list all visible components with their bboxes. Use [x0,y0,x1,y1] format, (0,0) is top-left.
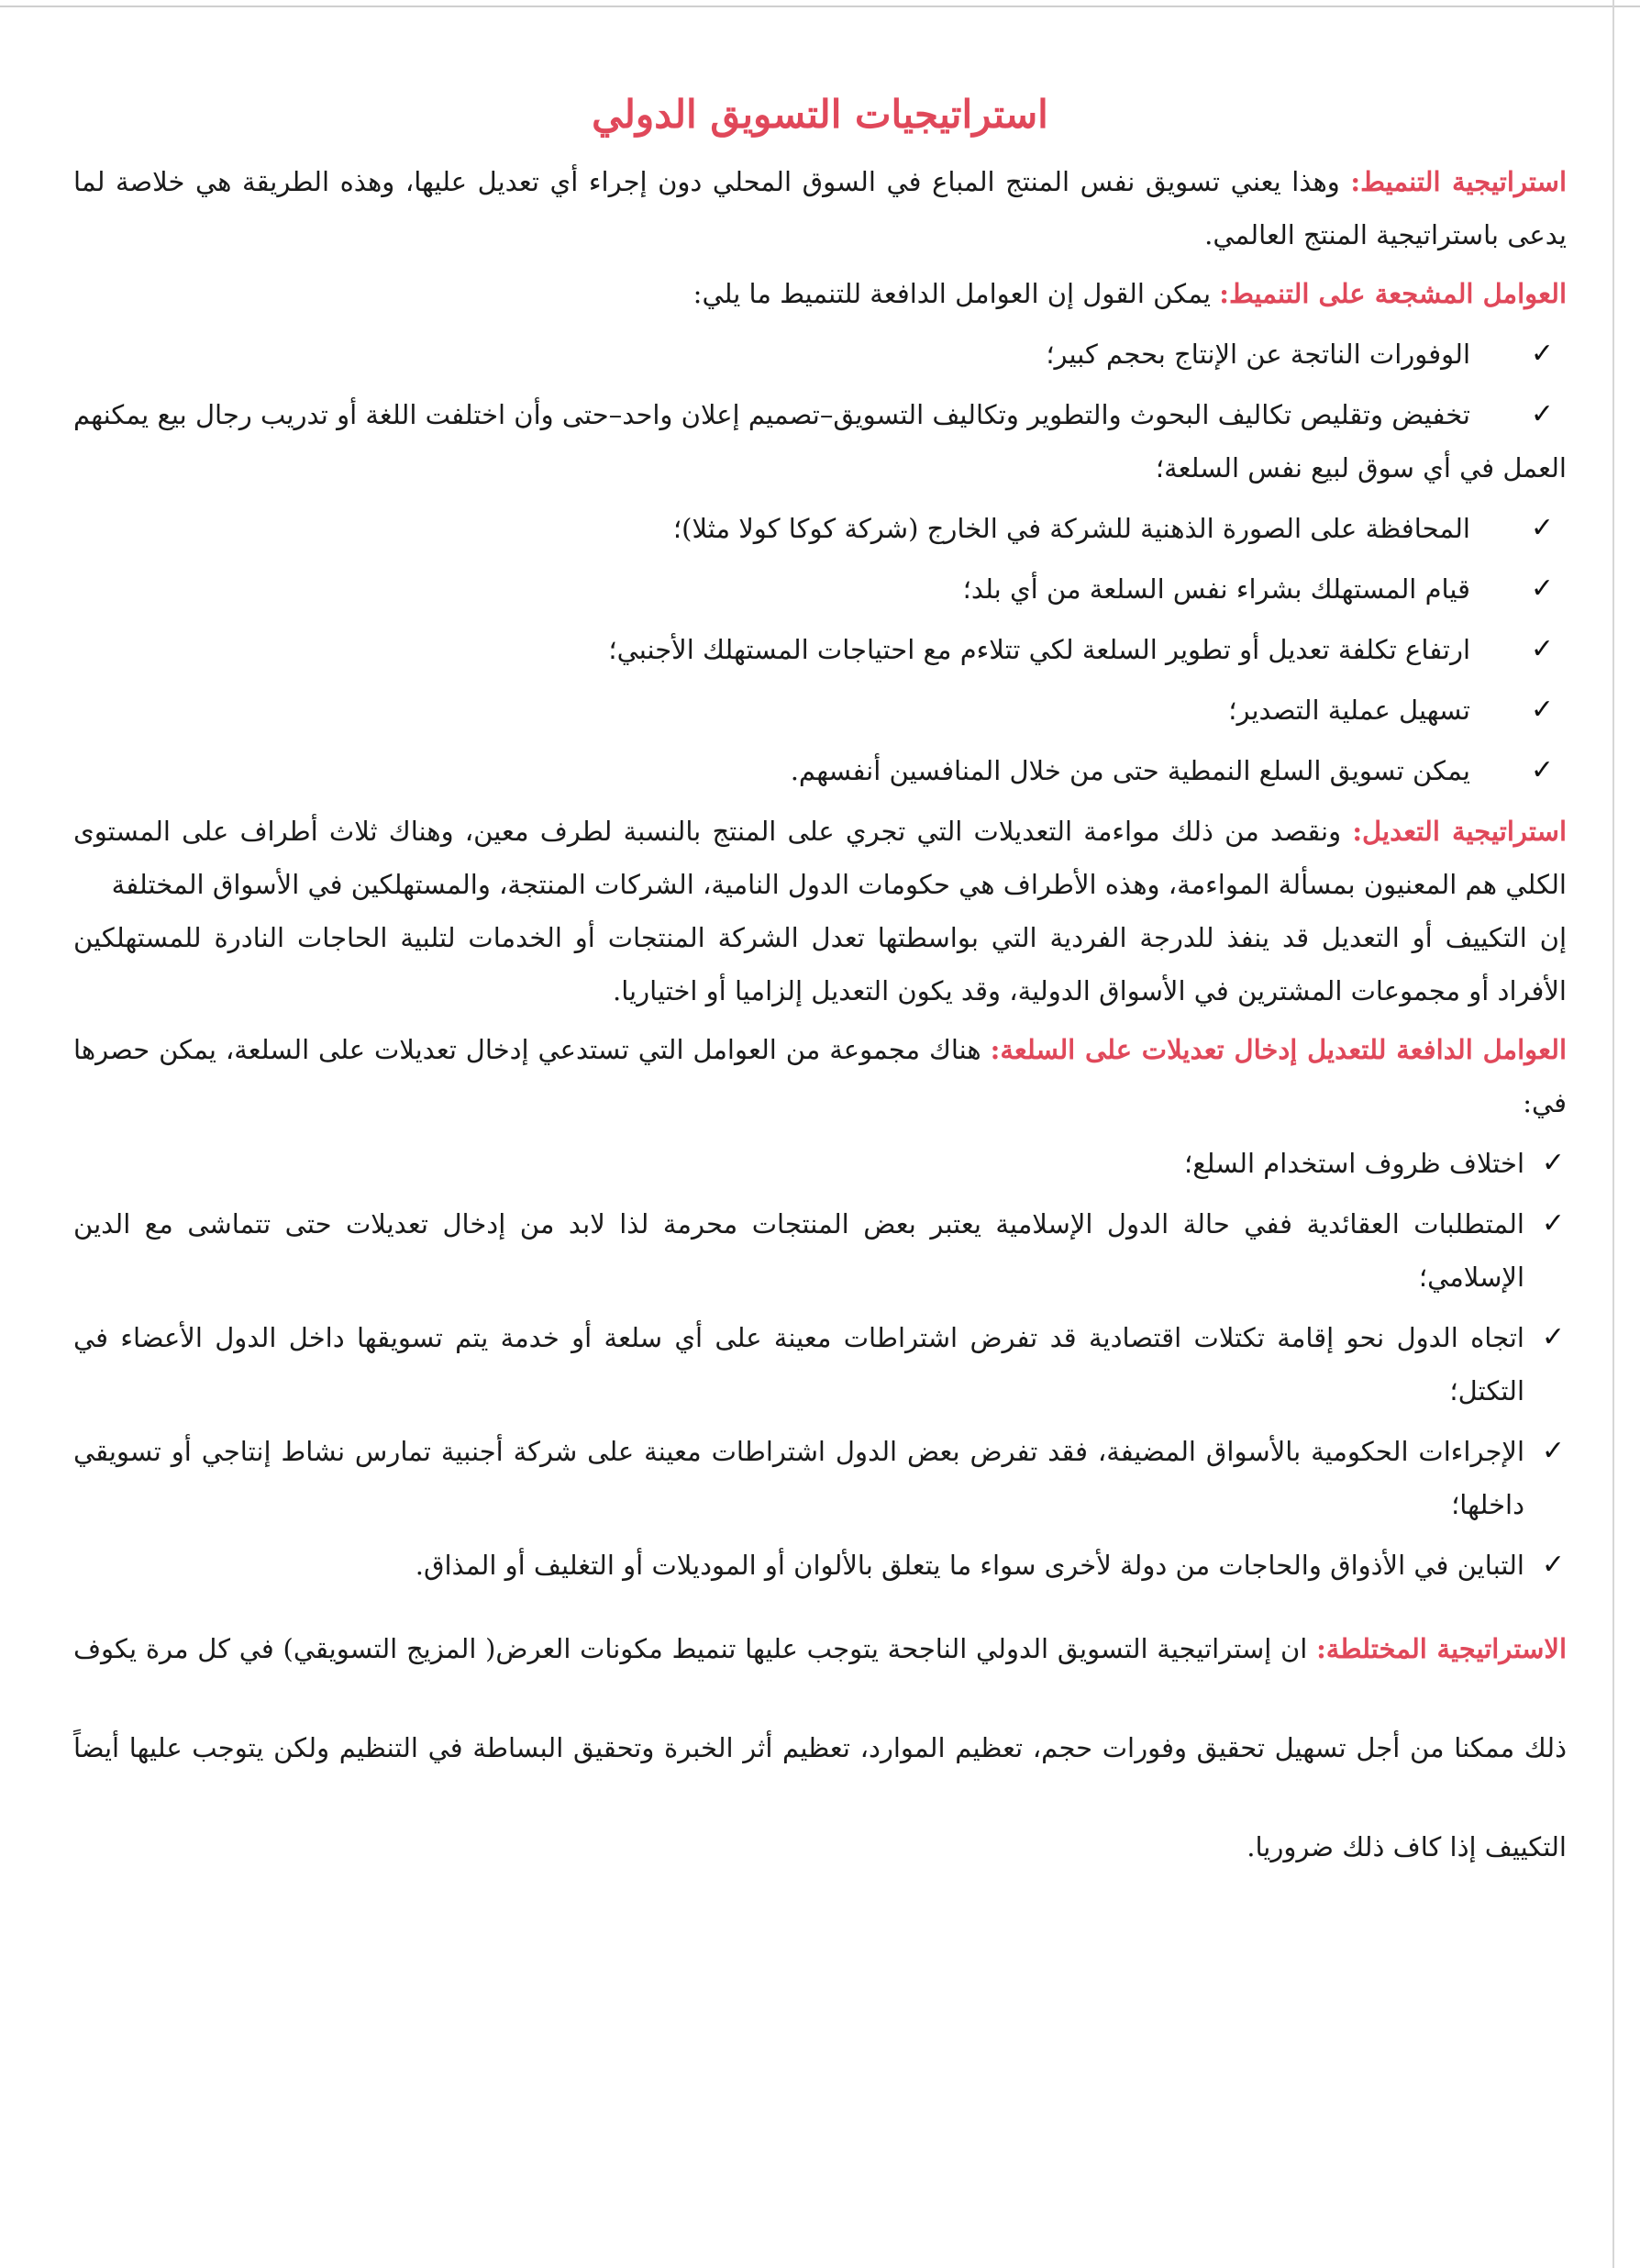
list-item: ✓ التباين في الأذواق والحاجات من دولة لأخرى سواء ما يتعلق بالألوان أو الموديلات أو التغليف أو المذاق. [73,1539,1567,1592]
check-mark-icon: ✓ [1541,1435,1565,1467]
check-mark-icon: ✓ [1541,1207,1565,1240]
list-item: ✓ تخفيض وتقليص تكاليف البحوث والتطوير وتكاليف التسويق–تصميم إعلان واحد–حتى وأن اختلفت اللغة أو تدريب رجال بيع يمكنهم العمل في أي سوق لبيع نفس السلعة؛ [73,388,1567,495]
list-item: ✓ المحافظة على الصورة الذهنية للشركة في الخارج (شركة كوكا كولا مثلا)؛ [73,502,1567,555]
list-item: ✓ اختلاف ظروف استخدام السلع؛ [73,1137,1567,1190]
check-mark-icon: ✓ [1530,573,1554,605]
heading-adaptation-factors: العوامل الدافعة للتعديل إدخال تعديلات على السلعة: [990,1034,1567,1065]
check-mark-icon: ✓ [1541,1549,1565,1581]
heading-mixed: الاستراتيجية المختلطة: [1316,1633,1568,1664]
heading-standardization: استراتيجية التنميط: [1350,166,1568,197]
check-mark-icon: ✓ [1530,338,1554,370]
list-item: ✓ ارتفاع تكلفة تعديل أو تطوير السلعة لكي تتلاءم مع احتياجات المستهلك الأجنبي؛ [73,623,1567,676]
page-title: استراتيجيات التسويق الدولي [592,92,1048,137]
check-mark-icon: ✓ [1530,633,1554,665]
paragraph-adaptation [73,805,1567,911]
mixed-strategy-block [73,1599,1567,1896]
paragraph-adaptation-factors [73,1023,1567,1129]
list-item: ✓ الوفورات الناتجة عن الإنتاج بحجم كبير؛ [73,328,1567,381]
heading-adaptation: استراتيجية التعديل: [1352,816,1568,847]
list-item: ✓ اتجاه الدول نحو إقامة تكتلات اقتصادية قد تفرض اشتراطات معينة على أي سلعة أو خدمة يتم تسويقها داخل الدول الأعضاء في التكتل؛ [73,1311,1567,1418]
check-mark-icon: ✓ [1530,754,1554,786]
text-mixed: ان إستراتيجية التسويق الدولي الناجحة يتوجب عليها تنميط مكونات العرض( المزيج التسويقي) في كل مرة يكوف ذلك ممكنا من أجل تسهيل تحقيق وفورات حجم، تعظيم الموارد، تعظيم أثر الخبرة وتحقيق البساطة في التنظيم ولكن يتوجب عليها أيضاً التكييف إذا كاف ذلك ضروريا. [73,1633,1567,1862]
paragraph-adaptation-detail: إن التكييف أو التعديل قد ينفذ للدرجة الفردية التي بواسطتها تعدل الشركة المنتجات أو الخدمات لتلبية الحاجات النادرة للمستهلكين الأفراد أو مجموعات المشترين في الأسواق الدولية، وقد يكون التعديل إلزاميا أو اختياريا. [73,922,1567,1006]
paragraph-standardization [73,155,1567,261]
paragraph-standardization-factors [73,267,1567,320]
check-mark-icon: ✓ [1541,1147,1565,1179]
text-standardization-factors: يمكن القول إن العوامل الدافعة للتنميط ما يلي: [693,278,1212,309]
page-top-border [0,6,1640,7]
list-item: ✓ الإجراءات الحكومية بالأسواق المضيفة، فقد تفرض بعض الدول اشتراطات معينة على شركة أجنبية تمارس نشاط إنتاجي أو تسويقي داخلها؛ [73,1425,1567,1531]
list-item: ✓ المتطلبات العقائدية ففي حالة الدول الإسلامية يعتبر بعض المنتجات محرمة لذا لابد من إدخال تعديلات حتى تتماشى مع الدين الإسلامي؛ [73,1197,1567,1304]
adaptation-factors-list [73,1137,1567,1592]
list-item: ✓ تسهيل عملية التصدير؛ [73,684,1567,737]
heading-standardization-factors: العوامل المشجعة على التنميط: [1219,278,1567,309]
standardization-factors-list [73,328,1567,797]
text-adaptation-factors: هناك مجموعة من العوامل التي تستدعي إدخال تعديلات على السلعة، يمكن حصرها في: [73,1034,1567,1118]
paragraph-mixed [73,1599,1567,1896]
check-mark-icon: ✓ [1530,694,1554,726]
page-right-border [1612,0,1614,2268]
text-standardization: وهذا يعني تسويق نفس المنتج المباع في السوق المحلي دون إجراء أي تعديل عليها، وهذه الطريقة هي خلاصة لما يدعى باستراتيجية المنتج العالمي. [73,166,1567,250]
list-item: ✓ يمكن تسويق السلع النمطية حتى من خلال المنافسين أنفسهم. [73,744,1567,797]
check-mark-icon: ✓ [1541,1321,1565,1353]
text-adaptation: ونقصد من ذلك مواءمة التعديلات التي تجري على المنتج بالنسبة لطرف معين، وهناك ثلاث أطراف على المستوى الكلي هم المعنيون بمسألة المواءمة، وهذه الأطراف هي حكومات الدول النامية، الشركات المنتجة، والمستهلكين في الأسواق المختلفة [73,816,1567,900]
check-mark-icon: ✓ [1530,398,1554,430]
check-mark-icon: ✓ [1530,512,1554,544]
list-item: ✓ قيام المستهلك بشراء نفس السلعة من أي بلد؛ [73,562,1567,616]
